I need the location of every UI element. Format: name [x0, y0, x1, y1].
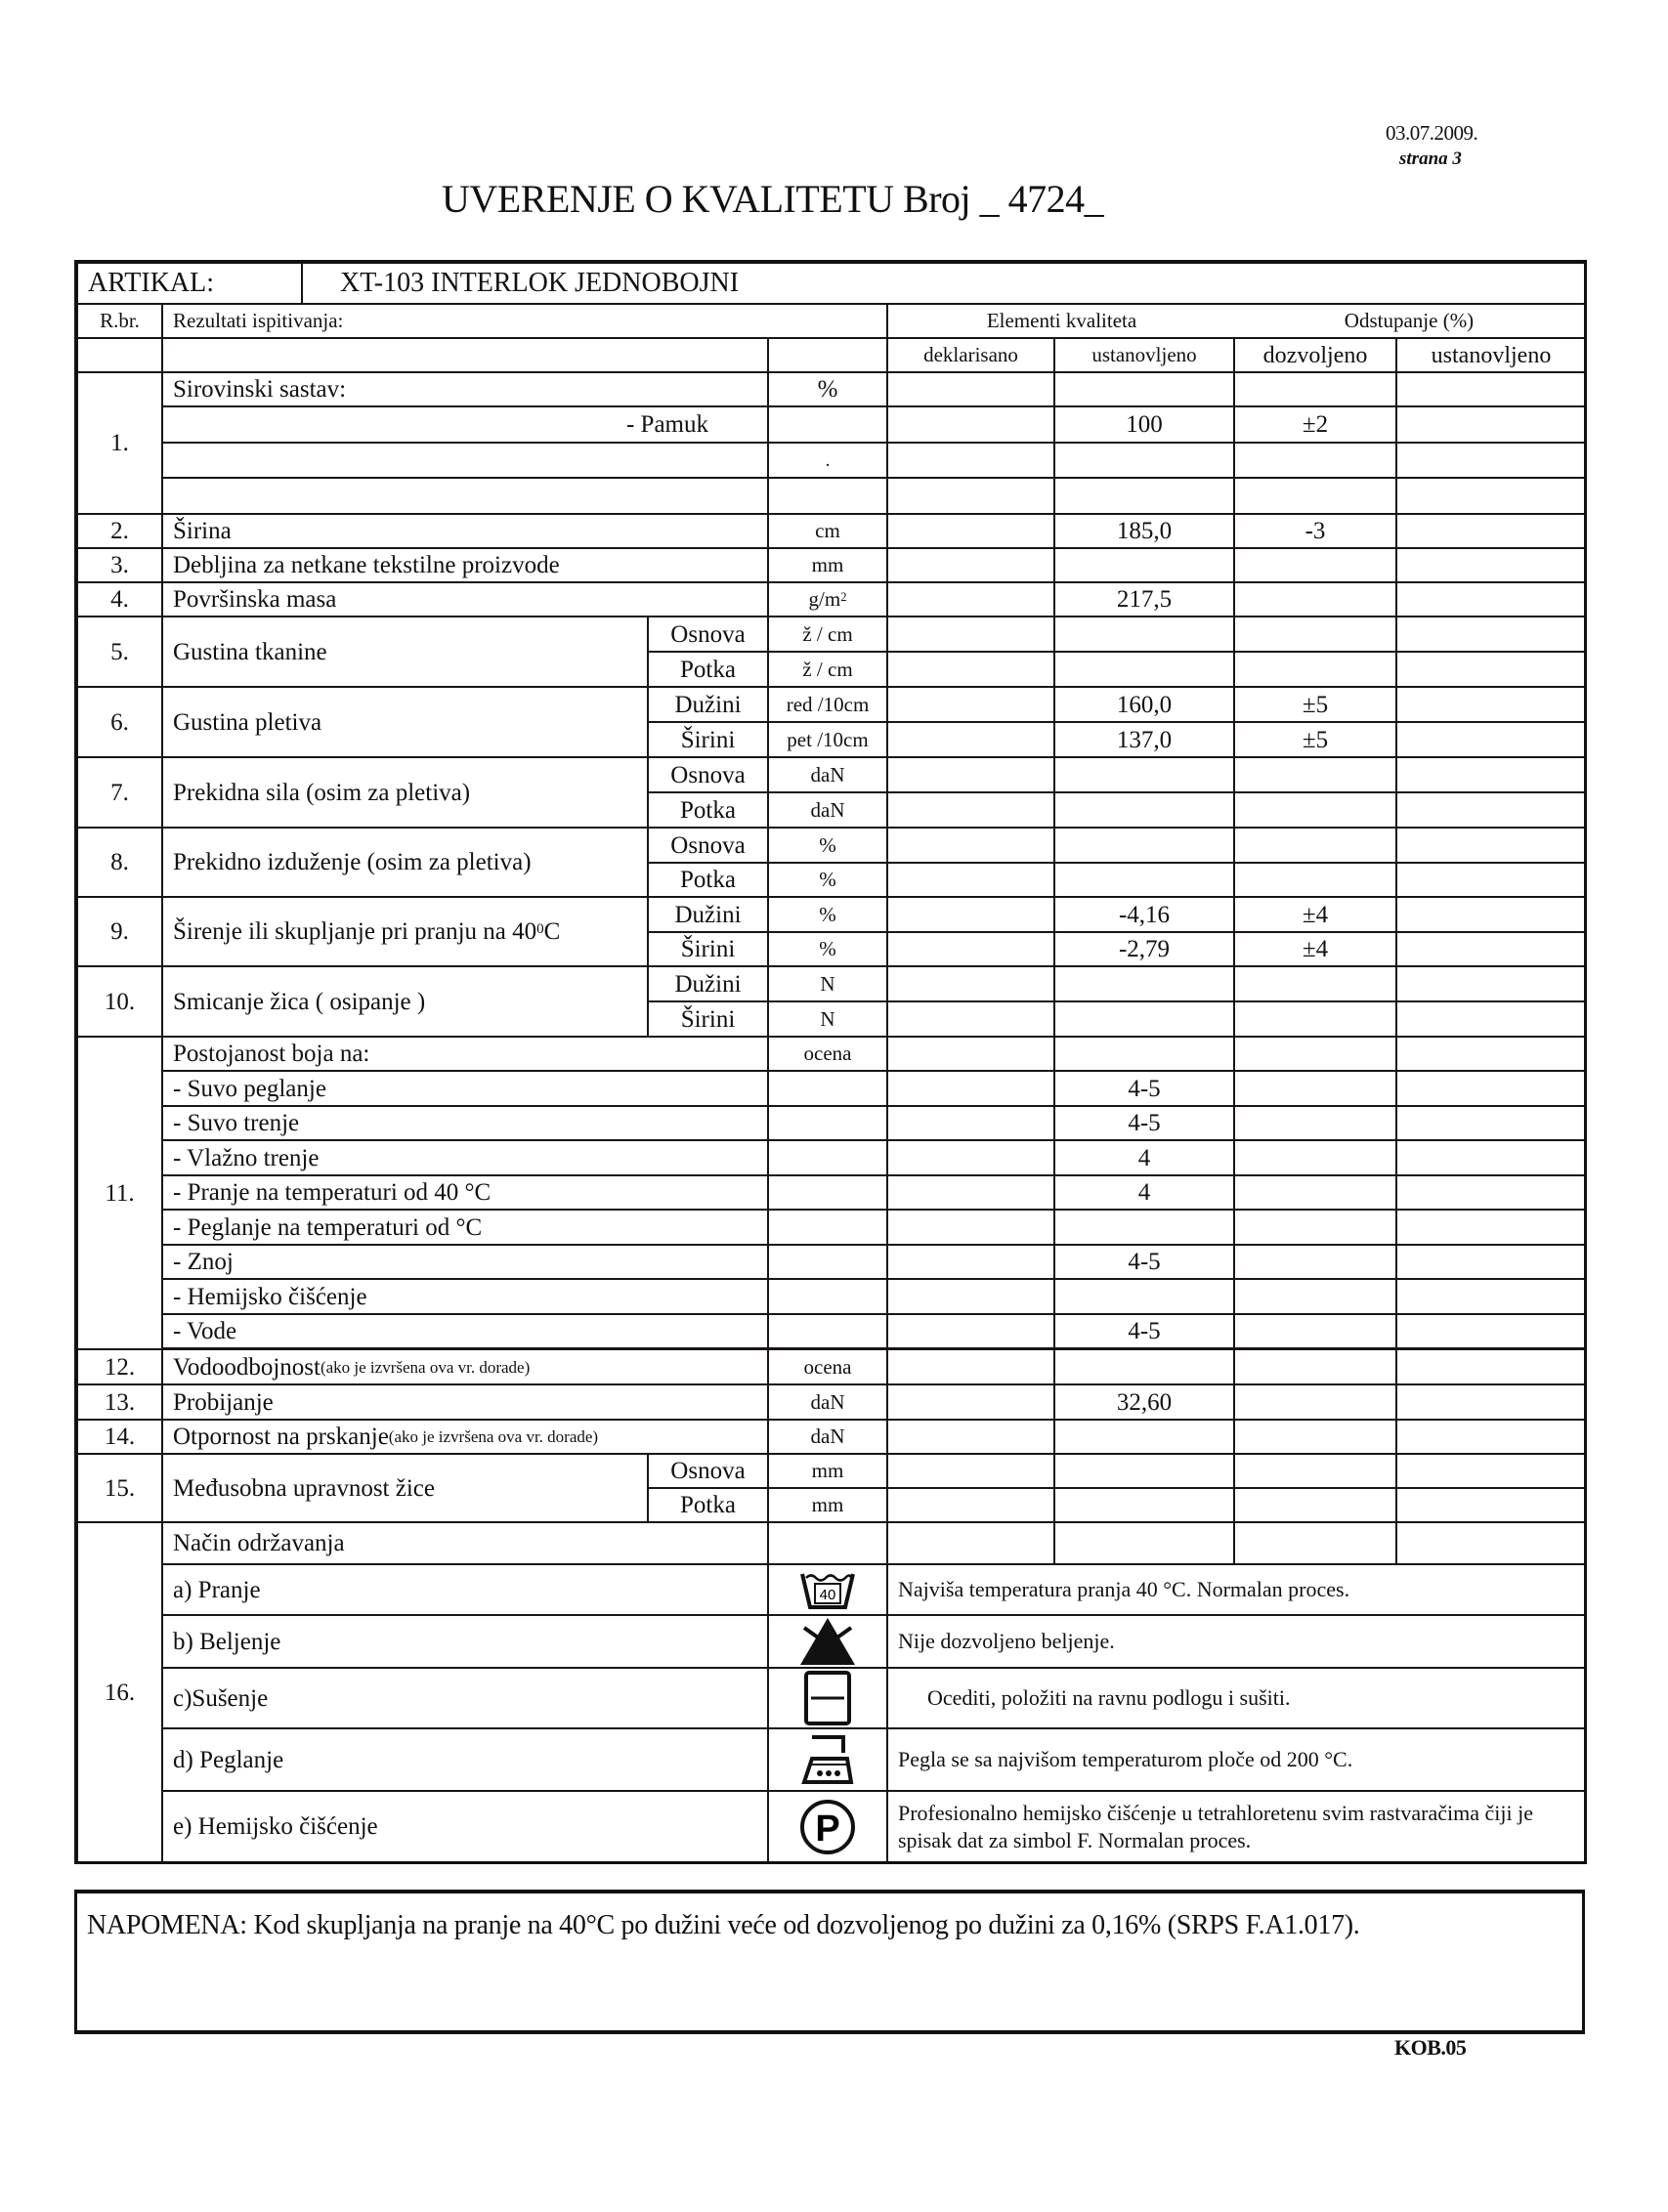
column-results: Rezultati ispitivanja:: [161, 303, 888, 339]
established-deviation-cell: [1395, 896, 1587, 933]
row-note: (ako je izvršena ova vr. dorade): [388, 1427, 599, 1446]
sub-row-unit: %: [767, 931, 888, 967]
row-number: 3.: [76, 547, 163, 583]
value-established-cell: [1053, 1453, 1235, 1489]
declared-cell: [886, 513, 1055, 549]
value-established-cell: [1053, 862, 1235, 898]
colorfastness-item-label: - Znoj: [161, 1244, 769, 1280]
sub-row-label: Osnova: [647, 616, 769, 653]
column-declared: deklarisano: [886, 337, 1055, 373]
colorfastness-established-cell: [1053, 1278, 1235, 1315]
blank-cell: [767, 1105, 888, 1141]
value-allowed-cell: ±5: [1233, 721, 1397, 758]
blank-cell: [161, 442, 769, 479]
row-label: Međusobna upravnost žice: [161, 1453, 649, 1523]
sub-row-unit: red /10cm: [767, 686, 888, 723]
value-established-cell: [1053, 651, 1235, 688]
colorfastness-established-cell: 4-5: [1053, 1105, 1235, 1141]
declared-cell: [886, 756, 1055, 793]
row-note: (ako je izvršena ova vr. dorade): [320, 1357, 531, 1377]
row-label: Prekidna sila (osim za pletiva): [161, 756, 649, 829]
sub-row-unit: daN: [767, 756, 888, 793]
wash-temperature: 40: [819, 1587, 836, 1603]
value-established-cell: [1053, 1036, 1235, 1072]
sub-row-label: Dužini: [647, 896, 769, 933]
blank-cell: [767, 1244, 888, 1280]
sub-row-label: Širini: [647, 931, 769, 967]
blank-cell: [767, 1070, 888, 1107]
sub-row-label: Potka: [647, 791, 769, 829]
document-date: 03.07.2009.: [1386, 121, 1478, 145]
unit-text: g/m: [808, 587, 841, 611]
sub-row-label: Potka: [647, 862, 769, 898]
sub-row-label: Širini: [647, 1000, 769, 1038]
colorfastness-allowed-cell: [1233, 1278, 1397, 1315]
declared-cell: [886, 862, 1055, 898]
sub-row-unit: daN: [767, 791, 888, 829]
declared-cell: [886, 1000, 1055, 1038]
blank-cell: [161, 337, 769, 373]
established-deviation-cell: [1395, 442, 1587, 479]
row-label: Površinska masa: [161, 581, 769, 617]
document-title: UVERENJE O KVALITETU Broj _ 4724_: [442, 177, 1104, 221]
degree-superscript: 0: [536, 921, 544, 937]
row-number: 9.: [76, 896, 163, 967]
sub-row-unit: N: [767, 965, 888, 1002]
sub-row-unit: ž / cm: [767, 616, 888, 653]
row-label-text: Širenje ili skupljanje pri pranju na 40: [173, 918, 537, 945]
established-deviation-cell: [1395, 405, 1587, 444]
declared-cell: [886, 1278, 1055, 1315]
sub-row-label: Potka: [647, 651, 769, 688]
declared-cell: [886, 477, 1055, 515]
declared-cell: [886, 442, 1055, 479]
form-code: KOB.05: [1394, 2035, 1467, 2060]
declared-cell: [886, 1244, 1055, 1280]
value-established-cell: [1053, 827, 1235, 864]
care-symbol-cell: [767, 1667, 888, 1729]
row-number: 4.: [76, 581, 163, 617]
value-allowed-cell: [1233, 1487, 1397, 1523]
declared-cell: [886, 371, 1055, 407]
sub-row-label: Dužini: [647, 686, 769, 723]
declared-cell: [886, 1453, 1055, 1489]
colorfastness-allowed-cell: [1233, 1244, 1397, 1280]
colorfastness-item-label: - Vlažno trenje: [161, 1139, 769, 1176]
row-label-unit: C: [543, 918, 561, 945]
row-label: Debljina za netkane tekstilne proizvode: [161, 547, 769, 583]
sub-row-label: Širini: [647, 721, 769, 758]
established-deviation-cell: [1395, 1278, 1587, 1315]
row-label: Probijanje: [161, 1383, 769, 1421]
declared-cell: [886, 651, 1055, 688]
sub-row-unit: mm: [767, 1453, 888, 1489]
declared-cell: [886, 1419, 1055, 1455]
value-allowed-cell: -3: [1233, 513, 1397, 549]
value-allowed-cell: ±4: [1233, 896, 1397, 933]
declared-cell: [886, 1036, 1055, 1072]
declared-cell: [886, 581, 1055, 617]
blank-cell: [767, 1209, 888, 1246]
established-deviation-cell: [1395, 581, 1587, 617]
care-item-label: d) Peglanje: [161, 1727, 769, 1792]
row-number: 14.: [76, 1419, 163, 1455]
value-allowed-cell: [1233, 1419, 1397, 1455]
established-deviation-cell: [1395, 1174, 1587, 1211]
blank-cell: [767, 1174, 888, 1211]
declared-cell: [886, 1174, 1055, 1211]
established-deviation-cell: [1395, 827, 1587, 864]
colorfastness-allowed-cell: [1233, 1174, 1397, 1211]
value-allowed-cell: [1233, 791, 1397, 829]
colorfastness-allowed-cell: [1233, 1105, 1397, 1141]
colorfastness-item-label: - Vode: [161, 1313, 769, 1349]
declared-cell: [886, 827, 1055, 864]
declared-cell: [886, 1105, 1055, 1141]
established-deviation-cell: [1395, 513, 1587, 549]
value-established-cell: 160,0: [1053, 686, 1235, 723]
established-deviation-cell: [1395, 756, 1587, 793]
value-established-cell: [1053, 965, 1235, 1002]
declared-cell: [886, 1383, 1055, 1421]
value-allowed-cell: ±4: [1233, 931, 1397, 967]
row-label: [161, 1419, 769, 1455]
row-label: Prekidno izduženje (osim za pletiva): [161, 827, 649, 898]
declared-cell: [886, 1209, 1055, 1246]
row-number: 13.: [76, 1383, 163, 1421]
row-number: 2.: [76, 513, 163, 549]
established-deviation-cell: [1395, 686, 1587, 723]
established-deviation-cell: [1395, 1487, 1587, 1523]
value-allowed-cell: [1233, 651, 1397, 688]
established-cell: 100: [1053, 405, 1235, 444]
value-established-cell: [1053, 616, 1235, 653]
sub-row-unit: ž / cm: [767, 651, 888, 688]
article-value: XT-103 INTERLOK JEDNOBOJNI: [301, 262, 1587, 305]
declared-cell: [886, 965, 1055, 1002]
established-deviation-cell: [1395, 547, 1587, 583]
no-bleach-icon: [796, 1616, 859, 1667]
declared-cell: [886, 721, 1055, 758]
row-unit: mm: [767, 547, 888, 583]
value-allowed-cell: [1233, 756, 1397, 793]
colorfastness-allowed-cell: [1233, 1313, 1397, 1349]
declared-cell: [886, 616, 1055, 653]
declared-cell: [886, 931, 1055, 967]
row-label: Postojanost boja na:: [161, 1036, 769, 1072]
care-description: Pegla se sa najvišom temperaturom ploče od 200 °C.: [886, 1727, 1587, 1792]
column-allowed: dozvoljeno: [1233, 337, 1397, 373]
value-established-cell: [1053, 442, 1235, 479]
declared-cell: [886, 1348, 1055, 1385]
dry-flat-icon: [803, 1670, 852, 1726]
row-label: Gustina pletiva: [161, 686, 649, 758]
declared-cell: [886, 1487, 1055, 1523]
colorfastness-established-cell: [1053, 1209, 1235, 1246]
row-number: 6.: [76, 686, 163, 758]
row-number: 12.: [76, 1348, 163, 1385]
care-description: Profesionalno hemijsko čišćenje u tetrahloretenu svim rastvaračima čiji je spisak dat za simbol F. Normalan proces.: [886, 1790, 1587, 1863]
sub-row-label: Osnova: [647, 756, 769, 793]
established-deviation-cell: [1395, 1105, 1587, 1141]
established-deviation-cell: [1395, 1036, 1587, 1072]
established-deviation-cell: [1395, 931, 1587, 967]
row-unit: %: [767, 371, 888, 407]
colorfastness-established-cell: 4: [1053, 1174, 1235, 1211]
established-deviation-cell: [1395, 477, 1587, 515]
colorfastness-established-cell: 4-5: [1053, 1244, 1235, 1280]
care-symbol-cell: [767, 1727, 888, 1792]
declared-cell: [886, 547, 1055, 583]
value-allowed-cell: [1233, 1036, 1397, 1072]
declared-cell: [886, 791, 1055, 829]
colorfastness-item-label: - Pranje na temperaturi od 40 °C: [161, 1174, 769, 1211]
blank-cell: [767, 1313, 888, 1349]
blank-cell: [767, 1278, 888, 1315]
sub-row-unit: %: [767, 827, 888, 864]
value-established-cell: [1053, 371, 1235, 407]
care-item-label: e) Hemijsko čišćenje: [161, 1790, 769, 1863]
established-deviation-cell: [1395, 1000, 1587, 1038]
established-deviation-cell: [1395, 1453, 1587, 1489]
row-sub-label: - Pamuk: [161, 405, 769, 444]
allowed-cell: ±2: [1233, 405, 1397, 444]
row-label: Način održavanja: [161, 1521, 769, 1565]
column-established-deviation: ustanovljeno: [1395, 337, 1587, 373]
established-deviation-cell: [1395, 1521, 1587, 1565]
row-unit: daN: [767, 1419, 888, 1455]
value-established-cell: [1053, 1419, 1235, 1455]
row-label-text: Vodoodbojnost: [173, 1353, 321, 1381]
value-established-cell: [1053, 756, 1235, 793]
established-deviation-cell: [1395, 1244, 1587, 1280]
colorfastness-established-cell: 4-5: [1053, 1313, 1235, 1349]
established-deviation-cell: [1395, 1383, 1587, 1421]
declared-cell: [886, 1521, 1055, 1565]
established-deviation-cell: [1395, 862, 1587, 898]
article-label: ARTIKAL:: [76, 262, 303, 305]
established-deviation-cell: [1395, 1313, 1587, 1349]
row-number: 7.: [76, 756, 163, 829]
care-item-label: c)Sušenje: [161, 1667, 769, 1729]
sub-row-unit: %: [767, 862, 888, 898]
blank-cell: [767, 477, 888, 515]
blank-cell: [76, 337, 163, 373]
column-quality-elements: Elementi kvaliteta: [886, 303, 1235, 339]
established-deviation-cell: [1395, 651, 1587, 688]
blank-cell: [767, 337, 888, 373]
dry-clean-p-icon: [798, 1798, 857, 1856]
sub-row-label: Potka: [647, 1487, 769, 1523]
row-number: 11.: [76, 1036, 163, 1350]
value-allowed-cell: [1233, 616, 1397, 653]
value-allowed-cell: [1233, 547, 1397, 583]
row-number: 15.: [76, 1453, 163, 1523]
row-label-text: Otpornost na prskanje: [173, 1424, 389, 1450]
row-unit: [767, 405, 888, 444]
row-number: 8.: [76, 827, 163, 898]
row-number: 5.: [76, 616, 163, 688]
established-deviation-cell: [1395, 616, 1587, 653]
value-allowed-cell: [1233, 1521, 1397, 1565]
care-symbol-cell: [767, 1563, 888, 1616]
value-established-cell: [1053, 1000, 1235, 1038]
colorfastness-allowed-cell: [1233, 1209, 1397, 1246]
value-established-cell: 137,0: [1053, 721, 1235, 758]
care-description: Ocediti, položiti na ravnu podlogu i sušiti.: [886, 1667, 1587, 1729]
column-rbr: R.br.: [76, 303, 163, 339]
value-allowed-cell: [1233, 1453, 1397, 1489]
sub-row-label: Dužini: [647, 965, 769, 1002]
sub-row-unit: pet /10cm: [767, 721, 888, 758]
row-label: [161, 896, 649, 967]
row-label: Gustina tkanine: [161, 616, 649, 688]
value-established-cell: [1053, 791, 1235, 829]
row-number: 10.: [76, 965, 163, 1038]
dry-clean-letter: P: [815, 1808, 840, 1850]
value-established-cell: 32,60: [1053, 1383, 1235, 1421]
value-established-cell: [1053, 1521, 1235, 1565]
sub-row-label: Osnova: [647, 1453, 769, 1489]
row-unit: daN: [767, 1383, 888, 1421]
value-established-cell: -2,79: [1053, 931, 1235, 967]
declared-cell: [886, 405, 1055, 444]
established-deviation-cell: [1395, 1139, 1587, 1176]
row-unit: ocena: [767, 1036, 888, 1072]
value-allowed-cell: [1233, 477, 1397, 515]
established-deviation-cell: [1395, 1070, 1587, 1107]
column-established: ustanovljeno: [1053, 337, 1235, 373]
colorfastness-item-label: - Suvo trenje: [161, 1105, 769, 1141]
value-established-cell: [1053, 1487, 1235, 1523]
page-number: strana 3: [1399, 149, 1462, 169]
value-allowed-cell: ±5: [1233, 686, 1397, 723]
colorfastness-item-label: - Peglanje na temperaturi od °C: [161, 1209, 769, 1246]
care-symbol-cell: [767, 1790, 888, 1863]
unit-superscript: 2: [840, 590, 847, 605]
sub-row-unit: N: [767, 1000, 888, 1038]
established-deviation-cell: [1395, 1419, 1587, 1455]
colorfastness-item-label: - Hemijsko čišćenje: [161, 1278, 769, 1315]
row-label: Smicanje žica ( osipanje ): [161, 965, 649, 1038]
row-unit: ocena: [767, 1348, 888, 1385]
column-deviation: Odstupanje (%): [1233, 303, 1587, 339]
blank-cell: [767, 1139, 888, 1176]
row-unit: [767, 581, 888, 617]
care-item-label: b) Beljenje: [161, 1614, 769, 1669]
sub-row-label: Osnova: [647, 827, 769, 864]
value-allowed-cell: [1233, 442, 1397, 479]
value-allowed-cell: [1233, 581, 1397, 617]
row-label: Širina: [161, 513, 769, 549]
row-unit: cm: [767, 513, 888, 549]
value-established-cell: [1053, 477, 1235, 515]
value-allowed-cell: [1233, 1000, 1397, 1038]
row-label: Sirovinski sastav:: [161, 371, 769, 407]
established-deviation-cell: [1395, 965, 1587, 1002]
care-symbol-cell: [767, 1614, 888, 1669]
established-deviation-cell: [1395, 791, 1587, 829]
value-allowed-cell: [1233, 371, 1397, 407]
colorfastness-allowed-cell: [1233, 1070, 1397, 1107]
sub-row-unit: %: [767, 896, 888, 933]
colorfastness-item-label: - Suvo peglanje: [161, 1070, 769, 1107]
declared-cell: [886, 1313, 1055, 1349]
colorfastness-established-cell: 4-5: [1053, 1070, 1235, 1107]
iron-high-icon: [798, 1733, 857, 1786]
value-established-cell: [1053, 1348, 1235, 1385]
established-deviation-cell: [1395, 1209, 1587, 1246]
value-established-cell: 217,5: [1053, 581, 1235, 617]
value-established-cell: -4,16: [1053, 896, 1235, 933]
blank-cell: .: [767, 442, 888, 479]
established-deviation-cell: [1395, 1348, 1587, 1385]
colorfastness-established-cell: 4: [1053, 1139, 1235, 1176]
colorfastness-allowed-cell: [1233, 1139, 1397, 1176]
sub-row-unit: mm: [767, 1487, 888, 1523]
care-description: Nije dozvoljeno beljenje.: [886, 1614, 1587, 1669]
value-established-cell: 185,0: [1053, 513, 1235, 549]
wash-40-icon: [798, 1568, 857, 1611]
blank-cell: [767, 1521, 888, 1565]
value-established-cell: [1053, 547, 1235, 583]
care-item-label: a) Pranje: [161, 1563, 769, 1616]
value-allowed-cell: [1233, 827, 1397, 864]
declared-cell: [886, 896, 1055, 933]
declared-cell: [886, 686, 1055, 723]
established-deviation-cell: [1395, 371, 1587, 407]
row-number: 1.: [76, 371, 163, 515]
note-box: NAPOMENA: Kod skupljanja na pranje na 40°C po dužini veće od dozvoljenog po dužini za 0,16% (SRPS F.A1.017).: [74, 1890, 1585, 2034]
declared-cell: [886, 1070, 1055, 1107]
row-number: 16.: [76, 1521, 163, 1863]
value-allowed-cell: [1233, 862, 1397, 898]
row-label: [161, 1348, 769, 1385]
blank-cell: [161, 477, 769, 515]
established-deviation-cell: [1395, 721, 1587, 758]
care-description: Najviša temperatura pranja 40 °C. Normalan proces.: [886, 1563, 1587, 1616]
value-allowed-cell: [1233, 1383, 1397, 1421]
value-allowed-cell: [1233, 965, 1397, 1002]
declared-cell: [886, 1139, 1055, 1176]
value-allowed-cell: [1233, 1348, 1397, 1385]
